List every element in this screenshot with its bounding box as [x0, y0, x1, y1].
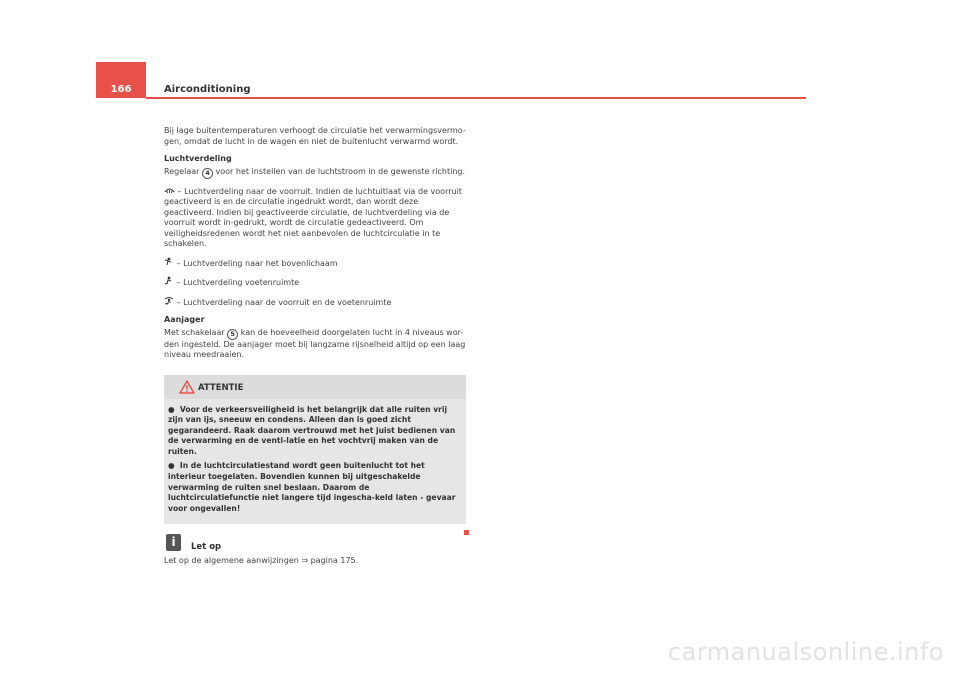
airflow-windshield-footwell-icon	[164, 298, 177, 307]
control-number-badge: 4	[202, 168, 213, 179]
item-upper-body-text: – Luchtverdeling naar het bovenlichaam	[176, 258, 338, 268]
regelaar-paragraph	[164, 167, 466, 179]
header-divider	[146, 97, 806, 99]
page-title: Airconditioning	[164, 84, 251, 95]
section-heading-luchtverdeling: Luchtverdeling	[164, 154, 232, 163]
warning-header	[164, 375, 466, 399]
page-number: 166	[96, 62, 146, 98]
warning-box	[164, 375, 466, 525]
schakelaar-paragraph	[164, 328, 466, 361]
intro-paragraph: Bij lage buitentemperaturen verhoogt de circulatie het verwarmingsvermo-gen, omdat de lucht in de wagen en niet de buitenlucht verwarmd wordt.	[164, 126, 466, 146]
regelaar-pre: Regelaar	[164, 166, 200, 176]
info-icon: i	[166, 534, 181, 551]
section-heading-aanjager: Aanjager	[164, 315, 205, 324]
warning-bullet-1-text: Voor de verkeersveiligheid is het belangrijk dat alle ruiten vrij zijn van ijs, sneeuw en condens. Alleen dan is goed zicht gegarandeerd. Raak daarom vertrouwd met het juist bedienen van de verwarming en de venti-latie en het vochtvrij maken van de ruiten.	[168, 404, 456, 456]
control-number-badge: 5	[227, 329, 238, 340]
schakelaar-post: kan de hoeveelheid doorgelaten lucht in 4 niveaus wor-den ingesteld. De aanjager moet bij langzame rijsnelheid altijd op een laag niveau meedraaien.	[164, 327, 466, 359]
item-windshield	[164, 186, 466, 250]
note-text: Let op de algemene aanwijzingen ⇒ pagina 175.	[164, 556, 359, 566]
bullet-icon: ●	[168, 404, 180, 414]
item-windshield-footwell-text: – Luchtverdeling naar de voorruit en de voetenruimte	[176, 297, 392, 307]
warning-title: ATTENTIE	[198, 382, 244, 393]
bullet-icon: ●	[168, 461, 180, 471]
item-footwell	[164, 276, 466, 289]
warning-body	[164, 399, 466, 515]
warning-bullet-1	[168, 405, 462, 458]
note-header	[164, 534, 466, 554]
warning-triangle-icon	[179, 380, 195, 398]
warning-bullet-2-text: In de luchtcirculatiestand wordt geen buitenlucht tot het interieur toegelaten. Bovendien kunnen bij uitgeschakelde verwarming de ruiten snel beslaan. Daarom de luchtcirculatiefunctie niet langere tijd ingescha-keld laten - gevaar voor ongevallen!	[168, 461, 456, 513]
item-windshield-footwell	[164, 296, 466, 309]
item-windshield-text: – Luchtverdeling naar de voorruit. Indien de luchtuitlaat via de voorruit geactiveerd is en de circulatie ingedrukt wordt, dan wordt deze geactiveerd. Indien bij geactiveerde circulatie, de luchtverdeling via de voorruit wordt in-gedrukt, wordt de circulatie gedeactiveerd. Om veiligheidsredenen wordt het niet aanbevolen de luchtcirculatie in te schakelen.	[164, 186, 462, 248]
note-title: Let op	[191, 542, 222, 553]
watermark: carmanualsonline.info	[667, 638, 944, 666]
airflow-upper-body-icon	[164, 259, 177, 268]
item-footwell-text: – Luchtverdeling voetenruimte	[176, 278, 300, 287]
schakelaar-pre: Met schakelaar	[164, 327, 225, 337]
windshield-defrost-icon	[164, 187, 178, 196]
main-content	[164, 126, 466, 567]
section-end-marker	[464, 530, 469, 535]
item-upper-body	[164, 257, 466, 270]
regelaar-post: voor het instellen van de luchtstroom in de gewenste richting.	[215, 166, 466, 176]
warning-bullet-2	[168, 461, 462, 514]
airflow-footwell-icon	[164, 278, 177, 287]
